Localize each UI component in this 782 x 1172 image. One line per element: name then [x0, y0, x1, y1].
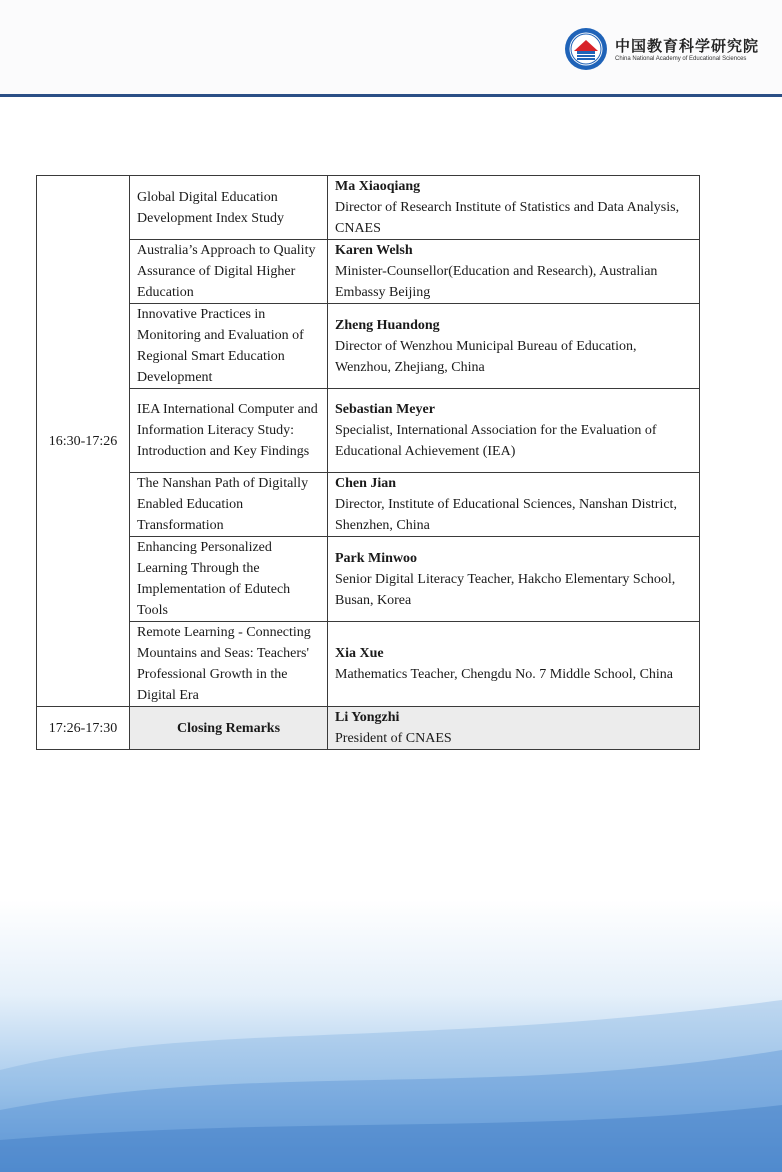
- closing-time: 17:26-17:30: [37, 707, 130, 750]
- topic-cell: Remote Learning - Connecting Mountains and Seas: Teachers' Professional Growth in the Digital Era: [130, 622, 328, 707]
- speaker-cell: [328, 622, 700, 707]
- speaker-cell: [328, 389, 700, 473]
- speaker-cell: [328, 707, 700, 750]
- topic-cell: Global Digital Education Development Index Study: [130, 176, 328, 240]
- topic-cell: The Nanshan Path of Digitally Enabled Education Transformation: [130, 473, 328, 537]
- speaker-name: Ma Xiaoqiang: [335, 179, 421, 194]
- speaker-cell: [328, 304, 700, 389]
- topic-cell: Australia’s Approach to Quality Assurance of Digital Higher Education: [130, 240, 328, 304]
- closing-row: [37, 707, 700, 750]
- speaker-name: Xia Xue: [335, 646, 384, 661]
- speaker-cell: [328, 473, 700, 537]
- cnaes-seal-logo-icon: [564, 27, 608, 71]
- speaker-name: Li Yongzhi: [335, 710, 400, 725]
- speaker-cell: [328, 176, 700, 240]
- speaker-role: President of CNAES: [335, 731, 452, 746]
- table-row: [37, 537, 700, 622]
- speaker-role: Director of Wenzhou Municipal Bureau of Education, Wenzhou, Zhejiang, China: [335, 338, 637, 375]
- table-row: [37, 389, 700, 473]
- speaker-cell: [328, 240, 700, 304]
- footer-decoration: [0, 900, 782, 1172]
- table-row: [37, 304, 700, 389]
- closing-title: Closing Remarks: [130, 707, 328, 750]
- topic-cell: IEA International Computer and Information Literacy Study: Introduction and Key Findings: [130, 389, 328, 473]
- speaker-role: Specialist, International Association for the Evaluation of Educational Achievement (IEA): [335, 423, 657, 459]
- org-name-cn: 中国教育科学研究院: [615, 37, 760, 55]
- topic-cell: Enhancing Personalized Learning Through the Implementation of Edutech Tools: [130, 537, 328, 622]
- speaker-name: Zheng Huandong: [335, 317, 440, 333]
- speaker-name: Park Minwoo: [335, 550, 418, 566]
- table-row: [37, 176, 700, 240]
- speaker-role: Director of Research Institute of Statistics and Data Analysis, CNAES: [335, 200, 680, 236]
- table-row: [37, 622, 700, 707]
- table-row: [37, 473, 700, 537]
- session-time: 16:30-17:26: [37, 176, 130, 707]
- topic-cell: Innovative Practices in Monitoring and Evaluation of Regional Smart Education Development: [130, 304, 328, 389]
- speaker-cell: [328, 537, 700, 622]
- table-row: [37, 240, 700, 304]
- agenda-table: [36, 175, 700, 750]
- speaker-role: Senior Digital Literacy Teacher, Hakcho Elementary School, Busan, Korea: [335, 571, 676, 608]
- speaker-role: Minister-Counsellor(Education and Research), Australian Embassy Beijing: [335, 264, 658, 300]
- speaker-name: Sebastian Meyer: [335, 402, 435, 417]
- speaker-name: Chen Jian: [335, 476, 397, 491]
- speaker-name: Karen Welsh: [335, 243, 413, 258]
- speaker-role: Director, Institute of Educational Sciences, Nanshan District, Shenzhen, China: [335, 497, 677, 533]
- org-name-en: China National Academy of Educational Sciences: [615, 56, 747, 62]
- header-divider: [0, 94, 782, 97]
- speaker-role: Mathematics Teacher, Chengdu No. 7 Middle School, China: [335, 667, 674, 682]
